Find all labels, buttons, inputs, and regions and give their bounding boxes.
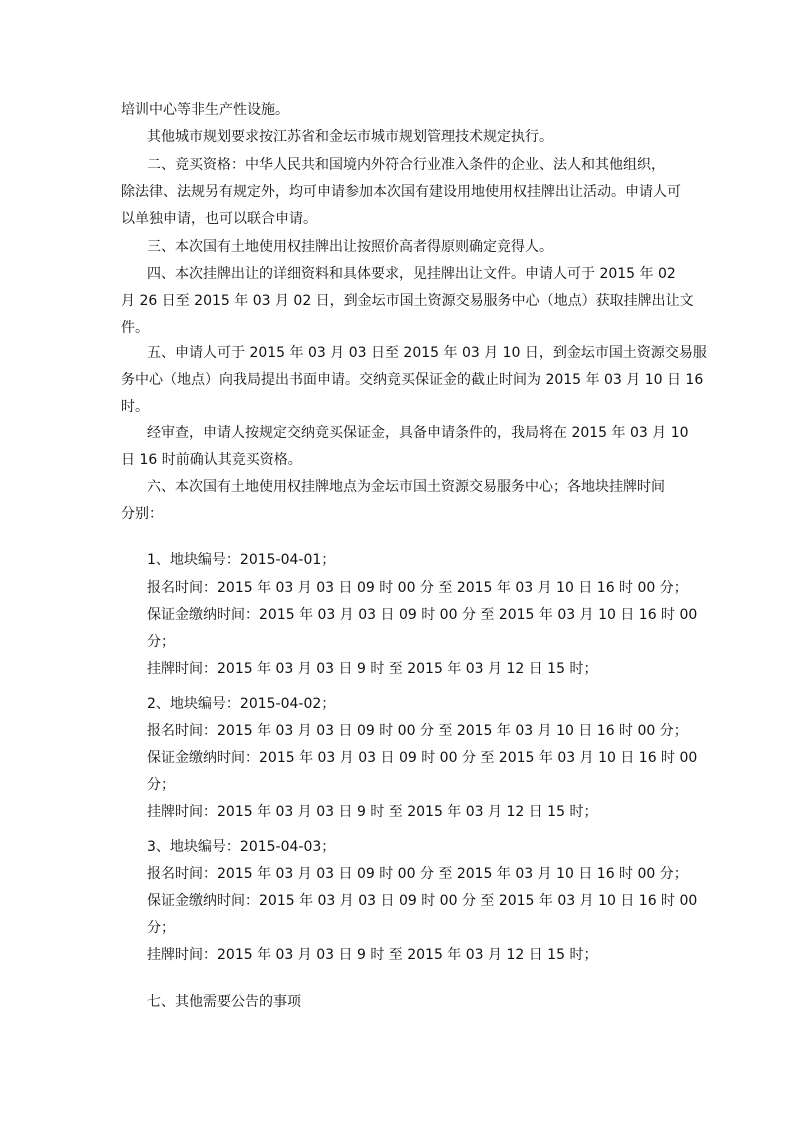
parcel-heading: 2、地块编号：2015-04-02；	[147, 696, 336, 712]
section-heading: 七、其他需要公告的事项	[147, 994, 301, 1010]
text-line: 分；	[147, 777, 175, 793]
text-line: 分；	[147, 920, 175, 936]
text-line: 时。	[121, 399, 149, 415]
text-line: 以单独申请，也可以联合申请。	[121, 211, 317, 227]
text-line: 二、竞买资格：中华人民共和国境内外符合行业准入条件的企业、法人和其他组织，	[147, 157, 665, 173]
text-line: 务中心（地点）向我局提出书面申请。交纳竞买保证金的截止时间为 2015 年 03 月 10 日 16	[121, 372, 704, 388]
text-line: 保证金缴纳时间：2015 年 03 月 03 日 09 时 00 分 至 2015 年 03 月 10 日 16 时 00	[147, 893, 698, 909]
parcel-heading: 3、地块编号：2015-04-03；	[147, 839, 336, 855]
text-line: 分别：	[121, 506, 163, 522]
parcel-heading: 1、地块编号：2015-04-01；	[147, 552, 336, 568]
text-line: 件。	[121, 320, 149, 336]
text-line: 保证金缴纳时间：2015 年 03 月 03 日 09 时 00 分 至 2015 年 03 月 10 日 16 时 00	[147, 607, 698, 623]
text-line: 挂牌时间：2015 年 03 月 03 日 9 时 至 2015 年 03 月 12 日 15 时；	[147, 804, 598, 820]
text-line: 挂牌时间：2015 年 03 月 03 日 9 时 至 2015 年 03 月 12 日 15 时；	[147, 947, 598, 963]
text-line: 除法律、法规另有规定外，均可申请参加本次国有建设用地使用权挂牌出让活动。申请人可	[121, 184, 681, 200]
text-line: 六、本次国有土地使用权挂牌地点为金坛市国土资源交易服务中心；各地块挂牌时间	[147, 479, 665, 495]
text-line: 五、申请人可于 2015 年 03 月 03 日至 2015 年 03 月 10 日，到金坛市国土资源交易服	[147, 345, 707, 361]
text-line: 挂牌时间：2015 年 03 月 03 日 9 时 至 2015 年 03 月 12 日 15 时；	[147, 661, 598, 677]
text-line: 其他城市规划要求按江苏省和金坛市城市规划管理技术规定执行。	[147, 129, 553, 145]
text-line: 四、本次挂牌出让的详细资料和具体要求，见挂牌出让文件。申请人可于 2015 年 02	[147, 266, 676, 282]
text-line: 保证金缴纳时间：2015 年 03 月 03 日 09 时 00 分 至 2015 年 03 月 10 日 16 时 00	[147, 750, 698, 766]
text-line: 报名时间：2015 年 03 月 03 日 09 时 00 分 至 2015 年 03 月 10 日 16 时 00 分；	[147, 866, 688, 882]
text-line: 月 26 日至 2015 年 03 月 02 日，到金坛市国土资源交易服务中心（地点）获取挂牌出让文	[121, 293, 694, 309]
text-line: 经审查，申请人按规定交纳竞买保证金，具备申请条件的，我局将在 2015 年 03 月 10	[147, 425, 689, 441]
text-line: 培训中心等非生产性设施。	[121, 102, 289, 118]
text-line: 三、本次国有土地使用权挂牌出让按照价高者得原则确定竞得人。	[147, 239, 553, 255]
text-line: 报名时间：2015 年 03 月 03 日 09 时 00 分 至 2015 年 03 月 10 日 16 时 00 分；	[147, 580, 688, 596]
text-line: 日 16 时前确认其竞买资格。	[121, 452, 302, 468]
text-line: 报名时间：2015 年 03 月 03 日 09 时 00 分 至 2015 年 03 月 10 日 16 时 00 分；	[147, 723, 688, 739]
text-line: 分；	[147, 634, 175, 650]
